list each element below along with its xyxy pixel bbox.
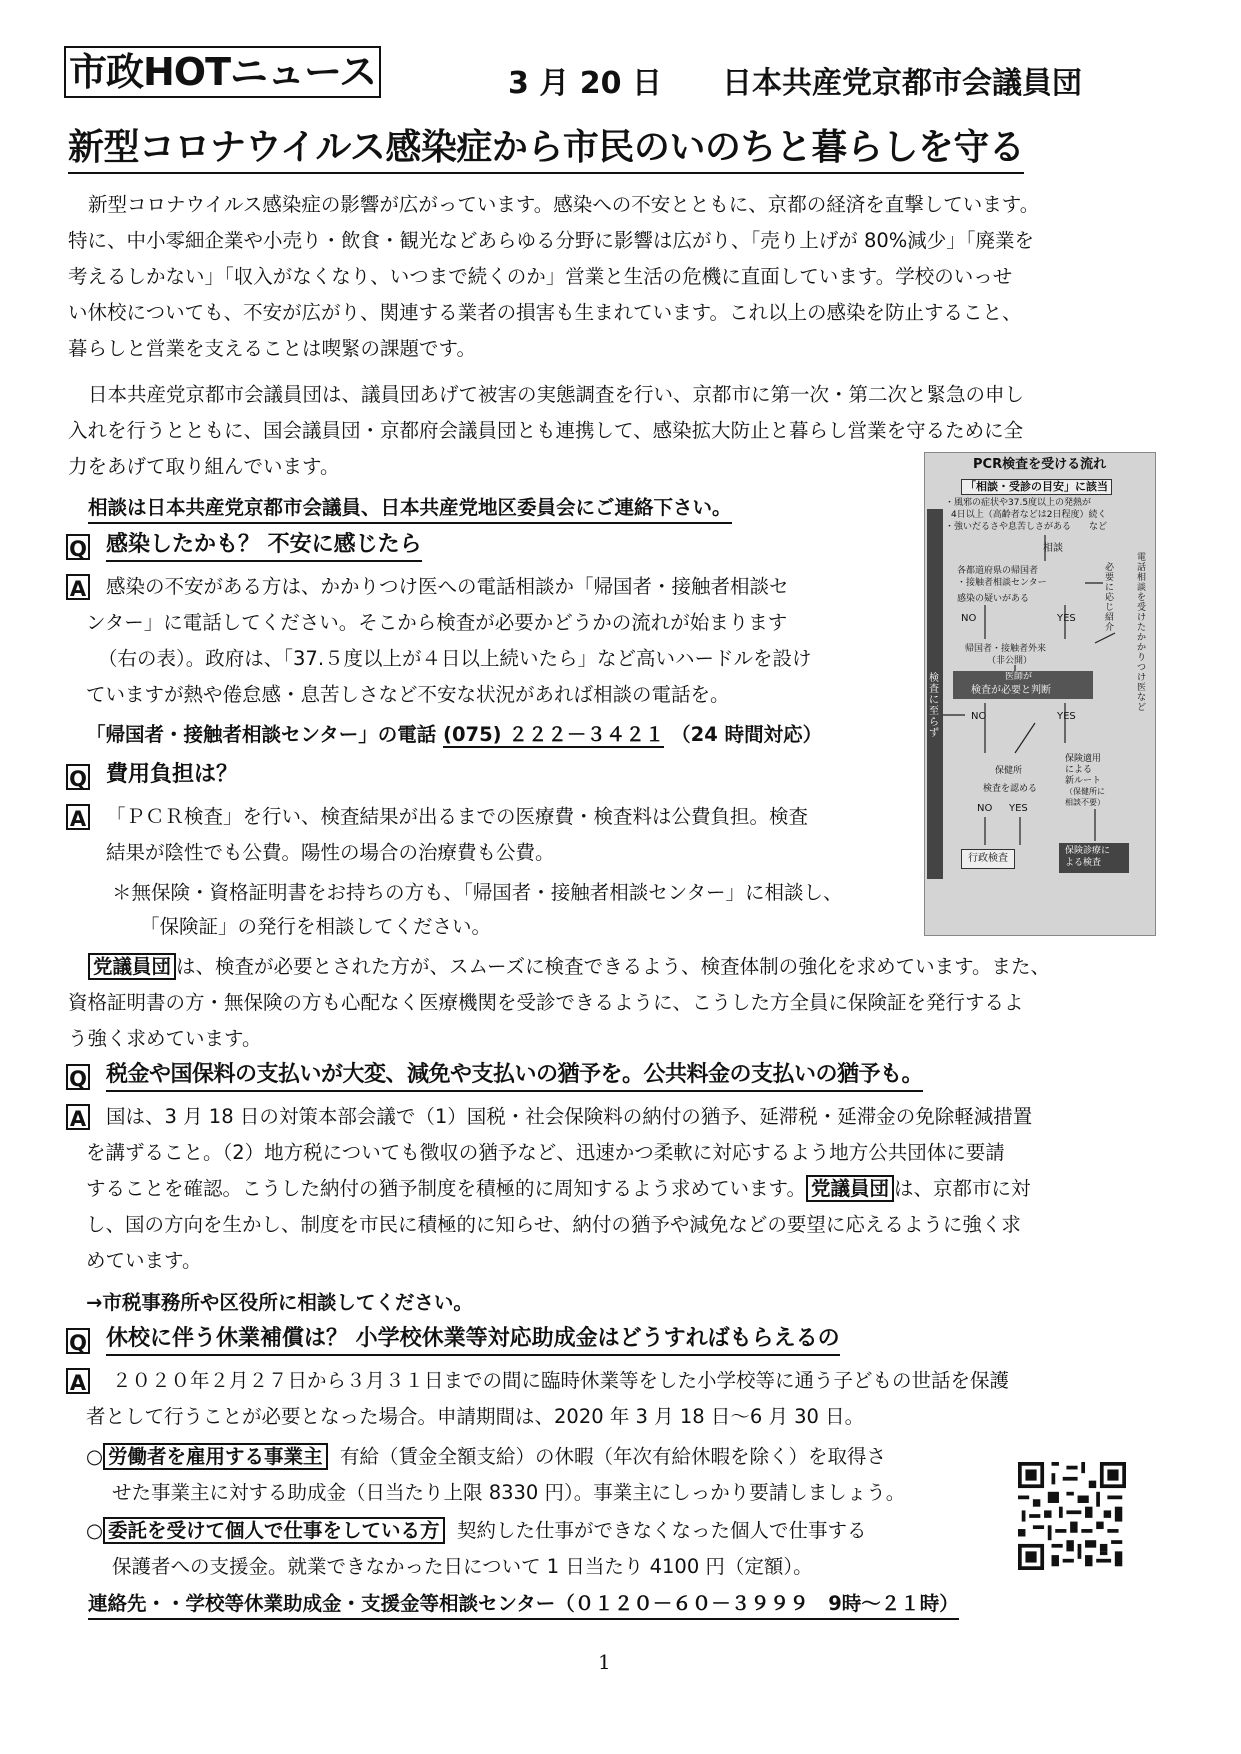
text-line: う強く求めています。: [68, 1027, 262, 1050]
answer-mark-3: A: [66, 1104, 90, 1130]
question-4: 休校に伴う休業補償は？ 小学校休業等対応助成金はどうすればもらえるの: [106, 1324, 840, 1356]
no-label: NO: [961, 613, 977, 624]
text-line: 考えるしかない」「収入がなくなり、いつまで続くのか」営業と生活の危機に直面しています。学校のいっせ: [68, 265, 1013, 288]
text-line: ２０２０年２月２７日から３月３１日までの間に臨時休業等をした小学校等に通う子どもの世話を保護: [112, 1369, 1010, 1392]
approve-label: 検査を認める: [983, 784, 1038, 794]
outpatient-line: 帰国者・接触者外来: [965, 644, 1047, 654]
doctor-line: 医師が: [1005, 672, 1033, 682]
page-number: 1: [598, 1650, 611, 1674]
yes-label: YES: [1057, 711, 1076, 722]
text-line: 資格証明書の方・無保険の方も心配なく医療機関を受診できるように、こうした方全員に保険証を発行するよ: [68, 991, 1024, 1014]
employer-line: [86, 1442, 886, 1472]
answer-mark-1: A: [66, 574, 90, 600]
text-line: 日本共産党京都市会議員団は、議員団あげて被害の実態調査を行い、京都市に第一次・第二次と緊急の申し: [88, 383, 1025, 406]
text-span: は、検査が必要とされた方が、スムーズに検査できるよう、検査体制の強化を求めています。また、: [176, 955, 1051, 978]
contact-note: 相談は日本共産党京都市会議員、日本共産党地区委員会にご連絡下さい。: [88, 494, 732, 524]
yes-label: YES: [1057, 613, 1076, 624]
support-center-contact[interactable]: 連絡先・・学校等休業助成金・支援金等相談センター（０１２０－６０－３９９９ 9時～２１時）: [88, 1590, 959, 1620]
suspect-label: 感染の疑いがある: [957, 594, 1030, 604]
text-line: 国は、3 月 18 日の対策本部会議で（1）国税・社会保険料の納付の猶予、延滞税・延滞金の免除軽減措置: [106, 1105, 1033, 1128]
question-mark-2: Q: [66, 764, 90, 790]
criteria-line: ・風邪の症状や37.5度以上の発熱が: [945, 498, 1092, 508]
phone-line: [86, 720, 822, 750]
bullet-icon: ○: [86, 1519, 104, 1542]
insurance-line: による: [1065, 765, 1093, 775]
text-span: することを確認。こうした納付の猶予制度を積極的に周知するよう求めています。: [86, 1177, 806, 1200]
insurance-line: 新ルート: [1065, 776, 1102, 786]
text-line: 「ＰＣＲ検査」を行い、検査結果が出るまでの医療費・検査料は公費負担。検査: [106, 805, 809, 828]
question-mark-1: Q: [66, 534, 90, 560]
insured-test-line: 保険診療に: [1065, 846, 1111, 856]
text-line: めています。: [86, 1249, 202, 1272]
no-test-side-label: 検査に至らず: [929, 673, 939, 739]
text-line: 「保険証」の発行を相談してください。: [140, 915, 492, 938]
text-line: ＊無保険・資格証明書をお持ちの方も、「帰国者・接触者相談センター」に相談し、: [112, 881, 843, 904]
phone-label: 「帰国者・接触者相談センター」の電話: [86, 723, 437, 746]
text-span: は、京都市に対: [893, 1177, 1031, 1200]
admin-test-box: 行政検査: [961, 849, 1015, 869]
center-line: ・接触者相談センター: [957, 578, 1047, 588]
bullet-icon: ○: [86, 1445, 104, 1468]
party-label: 党議員団: [88, 953, 176, 980]
tax-office-note: →市税事務所や区役所に相談してください。: [86, 1291, 473, 1314]
text-line: 保護者への支援金。就業できなかった日について 1 日当たり 4100 円（定額）。: [112, 1555, 813, 1578]
employer-label: 労働者を雇用する事業主: [103, 1443, 328, 1470]
phone-hours: （24 時間対応）: [671, 723, 823, 746]
referral-label: 必要に応じ紹介: [1105, 563, 1115, 633]
text-span: 契約した仕事ができなくなった個人で仕事する: [456, 1519, 867, 1542]
answer-mark-2: A: [66, 804, 90, 830]
text-line: い休校についても、不安が広がり、関連する業者の損害も生まれています。これ以上の感染を防止すること、: [68, 301, 1022, 324]
text-line: せた事業主に対する助成金（日当たり上限 8330 円）。事業主にしっかり要請しましょう。: [112, 1481, 906, 1504]
party-statement-line: [88, 952, 1050, 982]
consult-step: 相談: [1043, 543, 1063, 554]
headline: 新型コロナウイルス感染症から市民のいのちと暮らしを守る: [68, 124, 1024, 174]
health-center-label: 保健所: [995, 766, 1023, 776]
text-line: 特に、中小零細企業や小売り・飲食・観光などあらゆる分野に影響は広がり、「売り上げが 80%減少」「廃業を: [68, 229, 1035, 252]
question-1: 感染したかも？ 不安に感じたら: [106, 530, 422, 562]
text-span: 有給（賃金全額支給）の休暇（年次有給休暇を除く）を取得さ: [339, 1445, 886, 1468]
freelance-label: 委託を受けて個人で仕事をしている方: [103, 1517, 445, 1544]
party-label: 党議員団: [806, 1175, 894, 1202]
outpatient-line: （非公開）: [987, 656, 1033, 666]
flowchart-title: PCR検査を受ける流れ: [973, 457, 1107, 472]
text-line: 者として行うことが必要となった場合。申請期間は、2020 年 3 月 18 日～6 月 30 日。: [86, 1405, 865, 1428]
phone-number[interactable]: (075) ２２２－３４２１: [443, 723, 665, 746]
issue-date: 3 月 20 日: [508, 66, 662, 101]
criteria-line: ・強いだるさや息苦しさがある など: [945, 522, 1108, 532]
text-line: を講ずること。（2）地方税についても徴収の猶予など、迅速かつ柔軟に対応するよう地方公共団体に要請: [86, 1141, 1005, 1164]
yes-label: YES: [1009, 803, 1028, 814]
flowchart-arrows: [925, 453, 1155, 935]
question-3: 税金や国保料の支払いが大変、減免や支払いの猶予を。公共料金の支払いの猶予も。: [106, 1060, 923, 1092]
text-line: 力をあげて取り組んでいます。: [68, 455, 340, 478]
qr-code-icon[interactable]: [1018, 1462, 1126, 1570]
question-mark-3: Q: [66, 1064, 90, 1090]
insurance-line: 保険適用: [1065, 754, 1102, 764]
insured-test-line: よる検査: [1065, 858, 1102, 868]
text-line: し、国の方向を生かし、制度を市民に積極的に知らせ、納付の猶予や減免などの要望に応えるように強く求: [86, 1213, 1021, 1236]
text-line: 入れを行うとともに、国会議員団・京都府会議員団とも連携して、感染拡大防止と暮らし営業を守るために全: [68, 419, 1024, 442]
question-mark-4: Q: [66, 1328, 90, 1354]
criteria-line: 4日以上（高齢者などは2日程度）続く: [951, 510, 1107, 520]
text-line: ていますが熱や倦怠感・息苦しさなど不安な状況があれば相談の電話を。: [86, 683, 730, 706]
criteria-title: 「相談・受診の目安」に該当: [961, 479, 1112, 495]
insurance-line: 相談不要）: [1065, 798, 1105, 807]
doctor-line: 検査が必要と判断: [971, 685, 1051, 696]
text-line: 暮らしと営業を支えることは喫緊の課題です。: [68, 337, 476, 360]
question-2: 費用負担は？: [106, 762, 239, 787]
text-line: [86, 1174, 1030, 1204]
pcr-flowchart: [924, 452, 1156, 936]
text-line: 感染の不安がある方は、かかりつけ医への電話相談か「帰国者・接触者相談セ: [106, 575, 789, 598]
organization-name: 日本共産党京都市会議員団: [722, 66, 1082, 101]
no-label: NO: [977, 803, 993, 814]
answer-mark-4: A: [66, 1368, 90, 1394]
text-line: 新型コロナウイルス感染症の影響が広がっています。感染への不安とともに、京都の経済を直撃しています。: [88, 193, 1040, 216]
center-line: 各都道府県の帰国者: [957, 566, 1039, 576]
text-line: ンター」に電話してください。そこから検査が必要かどうかの流れが始まります: [86, 611, 788, 634]
freelance-line: [86, 1516, 866, 1546]
no-label: NO: [971, 711, 987, 722]
insurance-line: （保健所に: [1065, 787, 1105, 796]
text-line: 結果が陰性でも公費。陽性の場合の治療費も公費。: [106, 841, 555, 864]
newsletter-badge: 市政HOTニュース: [64, 46, 381, 98]
text-line: （右の表）。政府は、「37.５度以上が４日以上続いたら」など高いハードルを設け: [98, 647, 812, 670]
family-doctor-side-label: 電話相談を受けたかかりつけ医など: [1137, 553, 1147, 713]
